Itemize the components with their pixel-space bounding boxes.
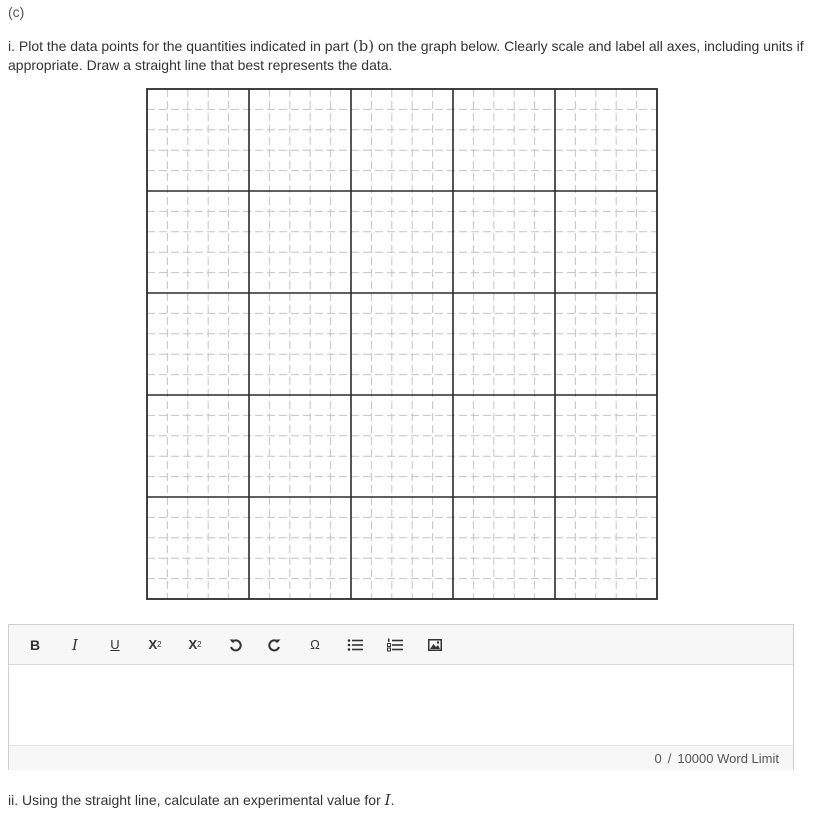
editor-toolbar: [9, 625, 793, 665]
subscript-mark: 2: [197, 640, 202, 649]
question-i-text-end: on the graph below. Clearly scale and label all axes, including units if appropriate. Draw a straight line that best represents the data.: [8, 38, 804, 73]
italic-button[interactable]: I: [72, 635, 78, 654]
graph-border: [147, 89, 657, 599]
editor-content-area[interactable]: [9, 665, 793, 745]
superscript-base: X: [148, 637, 158, 652]
editor-footer: [9, 745, 793, 770]
graph-paper[interactable]: [146, 88, 658, 600]
underline-button[interactable]: U: [110, 637, 120, 652]
word-count-separator: /: [667, 750, 672, 766]
special-character-button[interactable]: Ω: [310, 637, 320, 652]
undo-button[interactable]: [215, 629, 255, 661]
word-limit: 10000 Word Limit: [677, 750, 779, 766]
question-ii-text-end: .: [390, 792, 395, 808]
superscript-mark: 2: [157, 640, 162, 649]
insert-image-button[interactable]: [415, 629, 455, 661]
bulleted-list-icon: [347, 638, 363, 652]
question-ii-math: I: [384, 791, 391, 809]
image-icon: [428, 639, 442, 651]
numbered-list-button[interactable]: [375, 629, 415, 661]
part-label: (c): [8, 4, 25, 20]
subscript-base: X: [188, 637, 198, 652]
question-i: [8, 37, 808, 75]
redo-icon: [268, 638, 282, 652]
numbered-list-icon: [387, 638, 403, 652]
redo-button[interactable]: [255, 629, 295, 661]
question-ii-text: ii. Using the straight line, calculate an experimental value for: [8, 792, 385, 808]
word-count: 0: [654, 750, 662, 766]
question-i-math: (b): [352, 37, 375, 55]
superscript-button[interactable]: [135, 629, 175, 661]
bulleted-list-button[interactable]: [335, 629, 375, 661]
answer-editor: [8, 624, 794, 770]
graph-grid[interactable]: [146, 88, 658, 600]
question-i-text: i. Plot the data points for the quantities indicated in part: [8, 38, 353, 54]
undo-icon: [228, 638, 242, 652]
subscript-button[interactable]: [175, 629, 215, 661]
question-ii: [8, 791, 394, 809]
bold-button[interactable]: B: [29, 636, 41, 653]
